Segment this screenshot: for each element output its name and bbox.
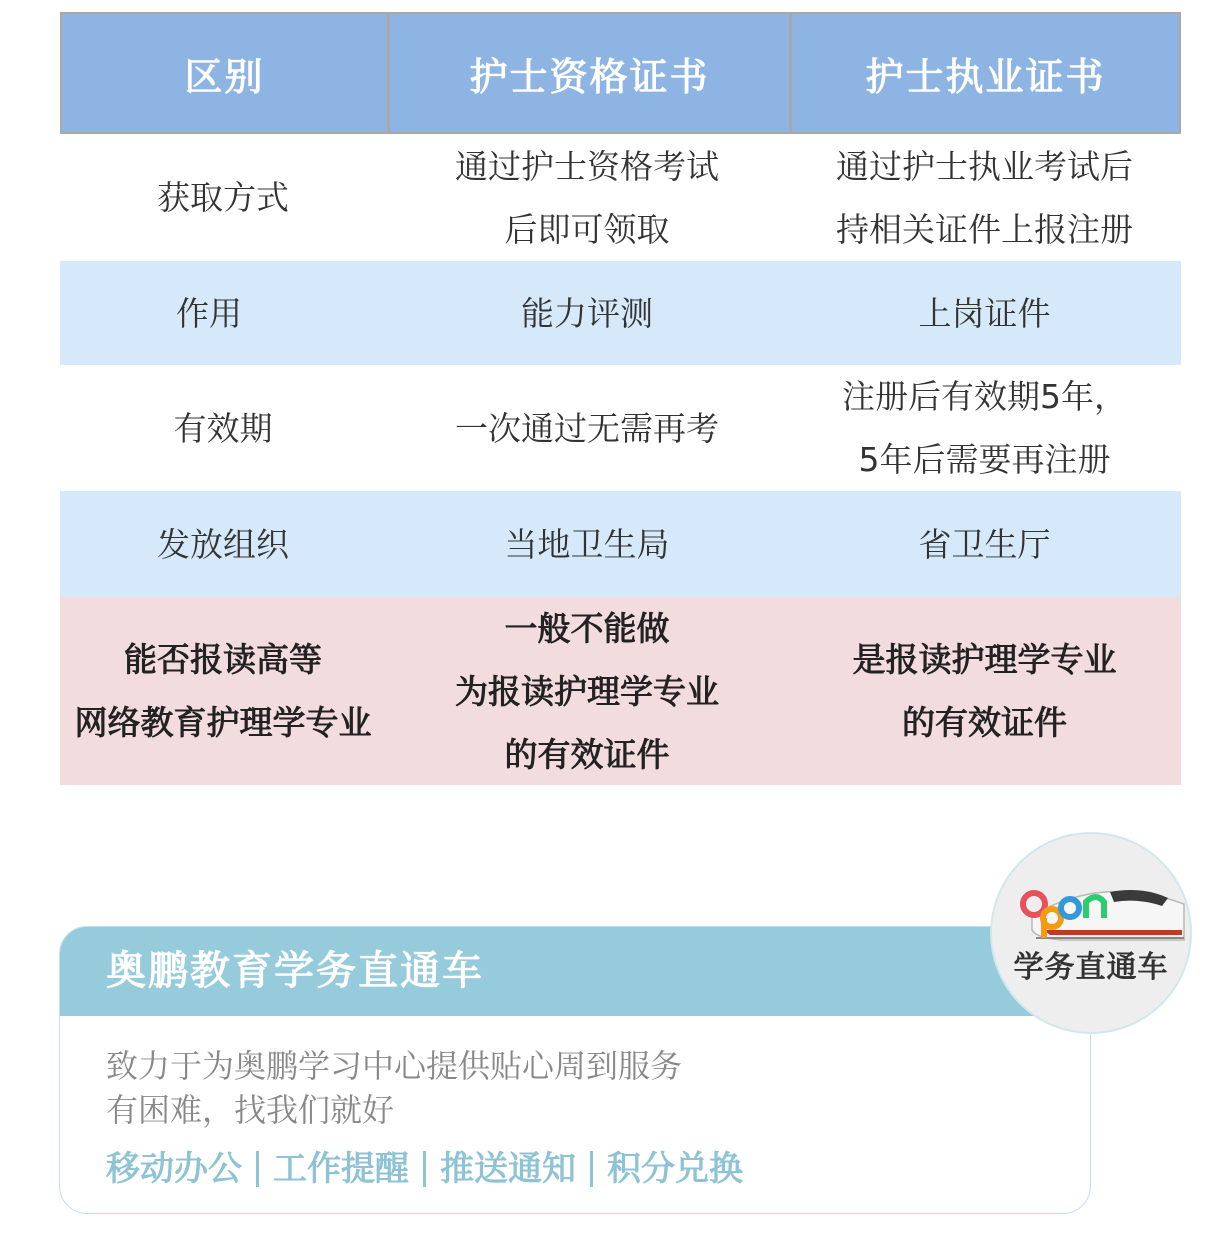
divider [256, 1151, 259, 1187]
table-row [60, 491, 1181, 597]
practice-cell: 通过护士执业考试后 持相关证件上报注册 [836, 146, 1133, 249]
table-row [60, 597, 1181, 785]
badge-label: 学务直通车 [1013, 950, 1169, 985]
qualification-cell: 一次通过无需再考 [455, 408, 719, 448]
table-header [60, 12, 1181, 134]
practice-cell: 注册后有效期5年， 5年后需要再注册 [842, 377, 1127, 479]
row-label: 有效期 [173, 408, 273, 448]
practice-cell: 上岗证件 [918, 293, 1051, 333]
table-row [60, 134, 1181, 261]
qualification-cell: 一般不能做 为报读护理学专业 的有效证件 [455, 608, 719, 774]
qualification-cell: 通过护士资格考试 后即可领取 [455, 146, 719, 249]
train-logo-icon [992, 834, 1192, 1034]
card-header [60, 927, 1090, 1016]
service-card [59, 926, 1091, 1214]
comparison-table [60, 12, 1181, 785]
divider [590, 1151, 593, 1187]
table-row [60, 365, 1181, 491]
card-description: 致力于为奥鹏学习中心提供贴心周到服务 [106, 1047, 683, 1085]
practice-cell: 省卫生厅 [918, 524, 1051, 564]
feature-list [106, 1145, 743, 1193]
card-slogan: 有困难，找我们就好 [106, 1091, 395, 1129]
header-practice-certificate: 护士执业证书 [789, 14, 1179, 132]
row-label: 获取方式 [157, 178, 289, 217]
feature-push-notification: 推送通知 [440, 1149, 576, 1189]
qualification-cell: 当地卫生局 [504, 524, 670, 564]
divider [423, 1151, 426, 1187]
logo-badge [990, 832, 1192, 1034]
practice-cell: 是报读护理学专业 的有效证件 [852, 640, 1117, 742]
row-label: 能否报读高等 网络教育护理学专业 [74, 640, 372, 742]
header-qualification-certificate: 护士资格证书 [387, 14, 789, 132]
header-difference: 区别 [184, 54, 265, 99]
row-label: 作用 [176, 293, 242, 333]
row-label: 发放组织 [157, 524, 289, 564]
feature-points-exchange: 积分兑换 [607, 1149, 743, 1189]
feature-mobile-office: 移动办公 [106, 1149, 242, 1189]
table-row [60, 261, 1181, 365]
card-title: 奥鹏教育学务直通车 [106, 948, 484, 994]
feature-work-reminder: 工作提醒 [273, 1149, 409, 1189]
qualification-cell: 能力评测 [521, 293, 653, 333]
